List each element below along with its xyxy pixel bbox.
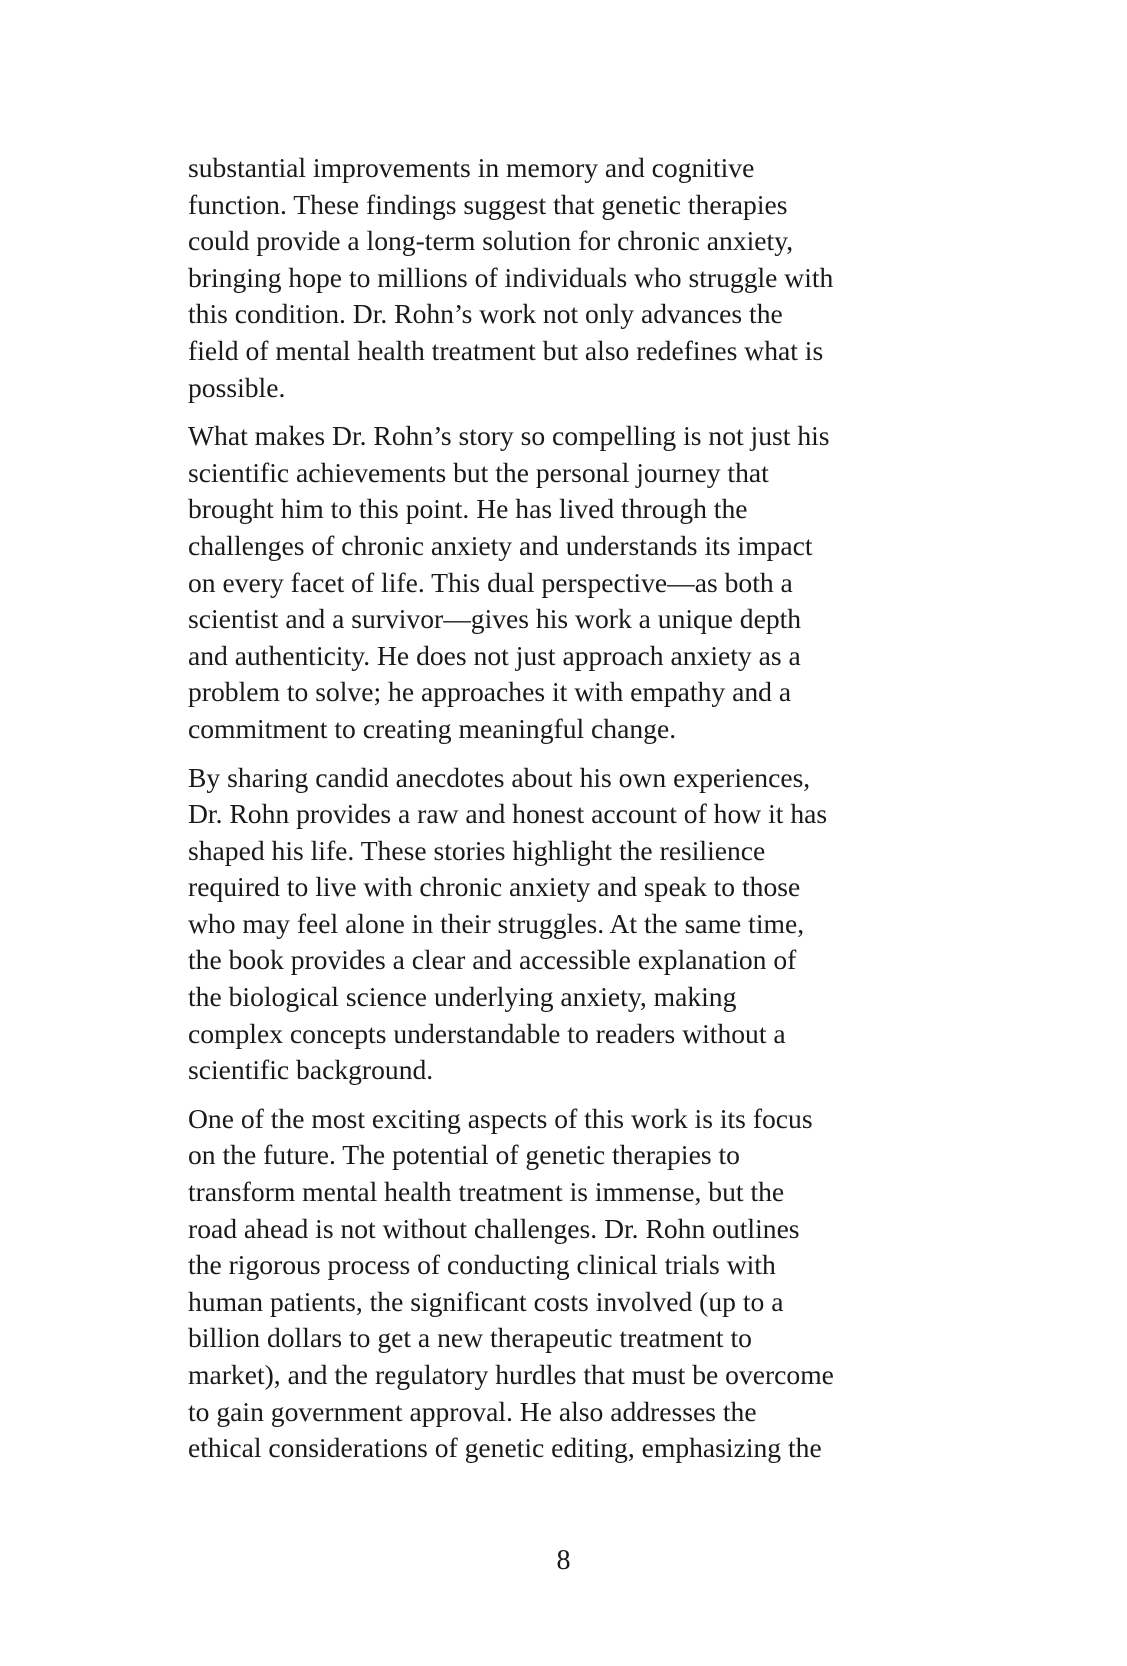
paragraph bbox=[188, 418, 948, 747]
text-line: and authenticity. He does not just approach anxiety as a bbox=[188, 639, 801, 671]
paragraph bbox=[188, 1101, 948, 1467]
text-line: the rigorous process of conducting clinical trials with bbox=[188, 1249, 776, 1281]
body-text bbox=[188, 150, 948, 1479]
text-line: challenges of chronic anxiety and understands its impact bbox=[188, 529, 813, 561]
text-line: complex concepts understandable to readers without a bbox=[188, 1017, 786, 1049]
paragraph bbox=[188, 760, 948, 1089]
text-line: scientist and a survivor—gives his work a unique depth bbox=[188, 603, 802, 635]
text-line: road ahead is not without challenges. Dr. Rohn outlines bbox=[188, 1212, 800, 1244]
paragraph bbox=[188, 150, 948, 406]
text-line: brought him to this point. He has lived through the bbox=[188, 493, 748, 525]
text-line: on every facet of life. This dual perspective—as both a bbox=[188, 566, 793, 598]
text-line: By sharing candid anecdotes about his own experiences, bbox=[188, 761, 811, 793]
text-line: to gain government approval. He also addresses the bbox=[188, 1395, 757, 1427]
text-line: field of mental health treatment but also redefines what is bbox=[188, 334, 824, 366]
text-line: problem to solve; he approaches it with empathy and a bbox=[188, 676, 792, 708]
text-line: commitment to creating meaningful change. bbox=[188, 712, 677, 744]
text-line: billion dollars to get a new therapeutic treatment to bbox=[188, 1322, 752, 1354]
page-number: 8 bbox=[556, 1545, 571, 1576]
text-line: the biological science underlying anxiety, making bbox=[188, 981, 737, 1013]
text-line: who may feel alone in their struggles. At the same time, bbox=[188, 907, 805, 939]
text-line: required to live with chronic anxiety and speak to those bbox=[188, 871, 801, 903]
text-line: could provide a long-term solution for chronic anxiety, bbox=[188, 225, 794, 257]
text-line: transform mental health treatment is immense, but the bbox=[188, 1176, 785, 1208]
text-line: What makes Dr. Rohn’s story so compelling is not just his bbox=[188, 420, 830, 452]
text-line: on the future. The potential of genetic therapies to bbox=[188, 1139, 740, 1171]
text-line: the book provides a clear and accessible explanation of bbox=[188, 944, 797, 976]
text-line: shaped his life. These stories highlight the resilience bbox=[188, 834, 766, 866]
text-line: substantial improvements in memory and cognitive bbox=[188, 152, 755, 183]
text-line: One of the most exciting aspects of this work is its focus bbox=[188, 1102, 813, 1134]
text-line: bringing hope to millions of individuals who struggle with bbox=[188, 261, 834, 293]
text-line: scientific background. bbox=[188, 1054, 434, 1086]
text-line: function. These findings suggest that genetic therapies bbox=[188, 188, 788, 220]
text-line: scientific achievements but the personal journey that bbox=[188, 456, 769, 488]
text-line: ethical considerations of genetic editing, emphasizing the bbox=[188, 1432, 822, 1464]
text-line: this condition. Dr. Rohn’s work not only advances the bbox=[188, 298, 783, 330]
text-line: possible. bbox=[188, 371, 286, 403]
text-line: human patients, the significant costs involved (up to a bbox=[188, 1285, 784, 1317]
text-line: Dr. Rohn provides a raw and honest account of how it has bbox=[188, 798, 828, 830]
text-line: market), and the regulatory hurdles that must be overcome bbox=[188, 1359, 834, 1390]
